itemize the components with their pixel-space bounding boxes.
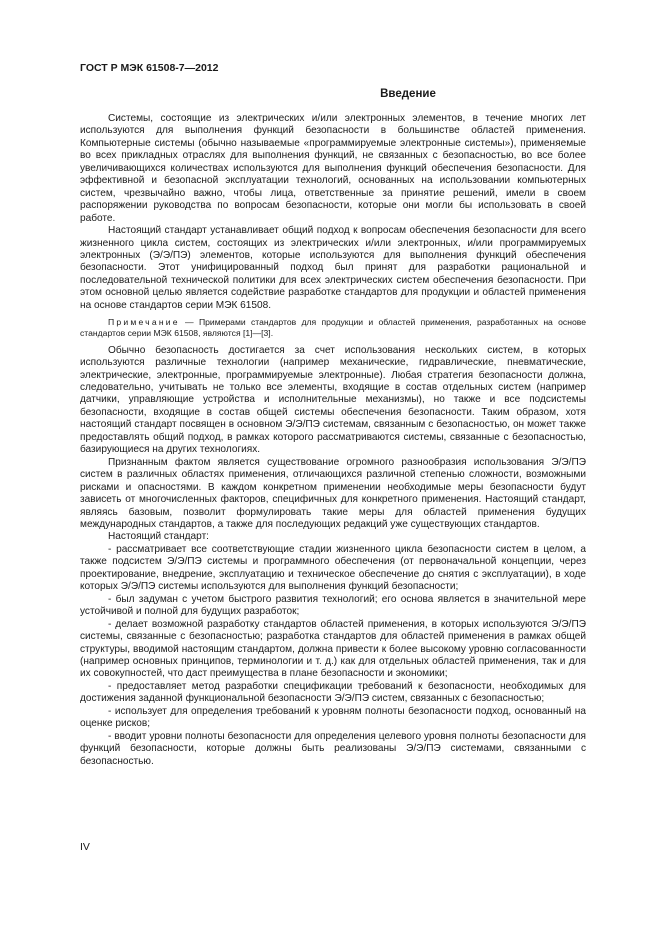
list-item: - рассматривает все соответствующие стадии жизненного цикла безопасности систем в целом, а также подсистем Э/Э/ПЭ системы и программного обеспечения (от первоначальной концепции, через проектирование, внедрение, эксплуатацию и техническое обеспечение до снятия с эксплуатации), в ходе которых Э/Э/ПЭ системы используются для выполнения функций безопасности; (80, 543, 586, 593)
paragraph: Настоящий стандарт: (108, 531, 209, 543)
page-number: IV (80, 841, 90, 853)
document-body (80, 113, 586, 768)
paragraph: Настоящий стандарт устанавливает общий подход к вопросам обеспечения безопасности для всего жизненного цикла систем, состоящих из электрических и/или электронных, и/или программируемых электронных (Э/Э/ПЭ) элементов, которые используются для выполнения функций обеспечения безопасности. Этот унифицированный подход был принят для разработки рациональной и последовательной технической политики для всех электрических систем обеспечения безопасности. При этом основной целью является содействие разработке стандартов для продукции и областей применения на основе стандартов серии МЭК 61508. (80, 225, 586, 311)
note-label: Примечание (108, 317, 180, 328)
paragraph: Признанным фактом является существование огромного разнообразия использования Э/Э/ПЭ систем в различных областях применения, отличающихся различной степенью сложности, возможными рисками и опасностями. В каждом конкретном применении необходимые меры безопасности будут зависеть от многочисленных факторов, специфичных для конкретного применения. Настоящий стандарт, являясь базовым, позволит формулировать такие меры для областей применения будущих международных стандартов, а также для последующих редакций уже существующих стандартов. (80, 456, 586, 530)
list-item: - был задуман с учетом быстрого развития технологий; его основа является в значительной мере устойчивой и полной для будущих разработок; (80, 593, 586, 618)
list-item: - использует для определения требований к уровням полноты безопасности подход, основанный на оценке рисков; (80, 705, 586, 730)
paragraph: Системы, состоящие из электрических и/или электронных элементов, в течение многих лет используются для выполнения функций безопасности в большинстве областей применения. Компьютерные системы (обычно называемые «программируемые электронные системы»), применяемые во всех прикладных отраслях для выполнения функций, не связанных с безопасностью, во все более увеличивающихся количествах используются для выполнения функций обеспечения безопасности. Для эффективной и безопасной эксплуатации технологий, основанных на использовании компьютерных систем, чрезвычайно важно, чтобы лица, ответственные за принятие решений, имели в своем распоряжении руководства по вопросам безопасности, которые они могли бы использовать в своей работе. (80, 113, 586, 224)
note (80, 317, 586, 339)
paragraph: Обычно безопасность достигается за счет использования нескольких систем, в которых используются различные технологии (например механические, гидравлические, пневматические, электрические, электронные, программируемые электронные). Любая стратегия безопасности должна, следовательно, учитывать не только все элементы, входящие в состав отдельных систем (например датчики, управляющие устройства и исполнительные механизмы), но также и все подсистемы безопасности, входящие в состав общей системы обеспечения безопасности. Таким образом, хотя настоящий стандарт посвящен в основном Э/Э/ПЭ системам, связанным с безопасностью, он может также предоставлять общий подход, в рамках которого рассматриваются системы, связанные с безопасностью, базирующиеся на других технологиях. (80, 344, 586, 456)
list-item: - предоставляет метод разработки спецификации требований к безопасности, необходимых для достижения заданной функциональной безопасности Э/Э/ПЭ систем, связанных с безопасностью; (80, 680, 586, 705)
list-item: - вводит уровни полноты безопасности для определения целевого уровня полноты безопасности для функций безопасности, которые должны быть реализованы Э/Э/ПЭ системами, связанными с безопасностью. (80, 730, 586, 767)
note-text: — Примерами стандартов для продукции и областей применения, разработанных на основе стандартов серии МЭК 61508, являются [1]—[3]. (80, 317, 586, 339)
document-header: ГОСТ Р МЭК 61508-7—2012 (80, 62, 219, 74)
section-title (80, 88, 586, 100)
list-item: - делает возможной разработку стандартов областей применения, в которых используются Э/Э/ПЭ системы, связанные с безопасностью; разработка стандартов для областей применения в рамках общей структуры, вводимой настоящим стандартом, должна привести к более высокому уровню согласованности (например основных принципов, терминологии и т. д.) как для отдельных областей применения, так и для их совокупностей, что даст преимущества в плане безопасности и экономики; (80, 618, 586, 680)
section-title-text: Введение (380, 88, 436, 100)
